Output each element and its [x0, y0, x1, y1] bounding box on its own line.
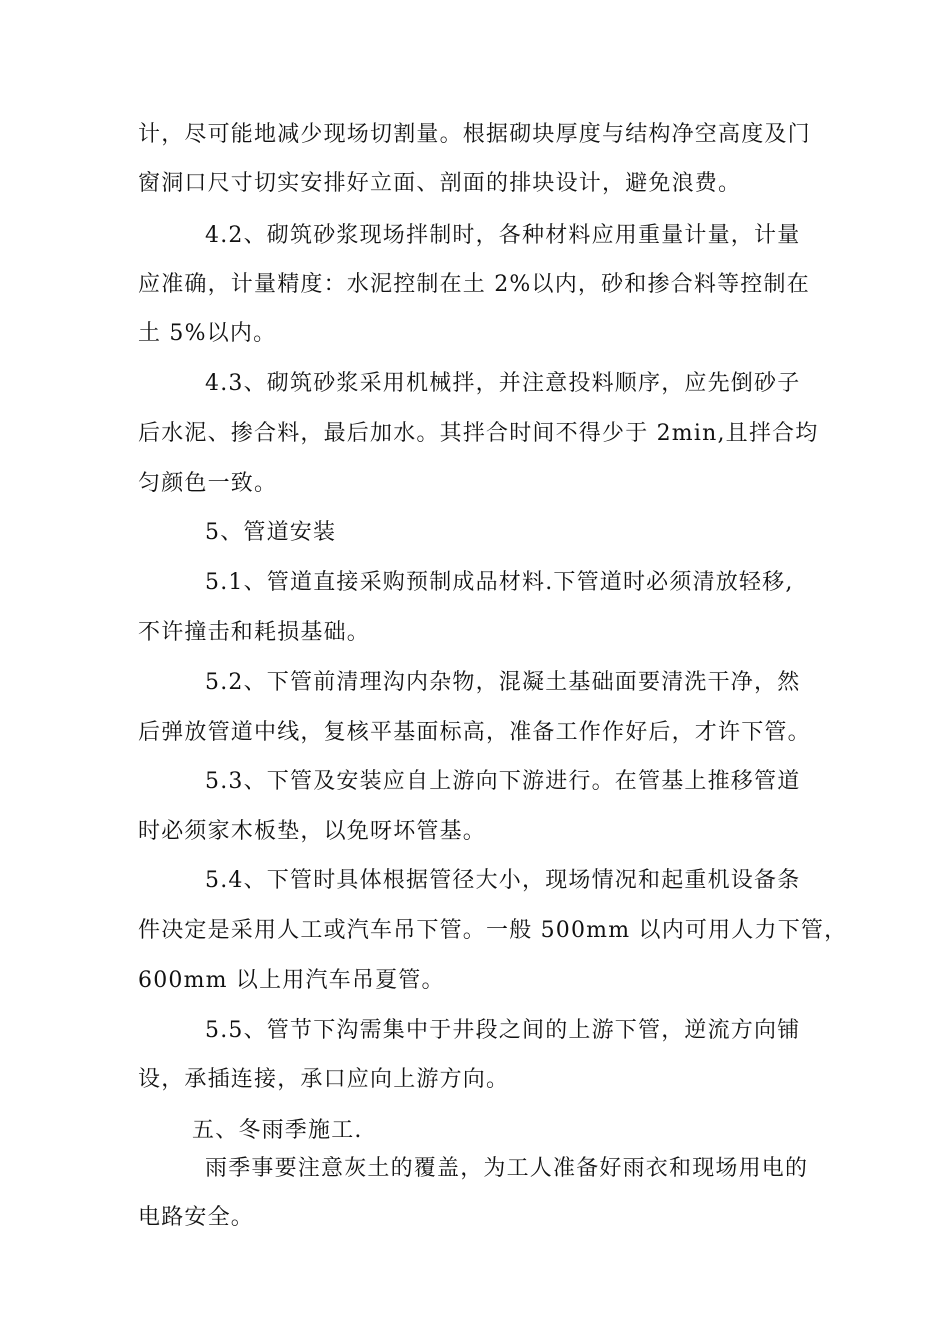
- text-line: 电路安全。: [138, 1205, 255, 1230]
- text-line: 计，尽可能地减少现场切割量。根据砌块厚度与结构净空高度及门: [138, 122, 811, 147]
- section-heading: 五、冬雨季施工.: [192, 1118, 363, 1143]
- text-line: 件决定是采用人工或汽车吊下管。一般 500mm 以内可用人力下管，: [138, 918, 848, 943]
- text-line: 5.1、管道直接采购预制成品材料.下管道时必须清放轻移,: [205, 570, 794, 595]
- text-line: 窗洞口尺寸切实安排好立面、剖面的排块设计，避免浪费。: [138, 171, 742, 196]
- text-line: 后弹放管道中线，复核平基面标高，准备工作作好后，才许下管。: [138, 720, 811, 745]
- text-line: 4.3、砌筑砂浆采用机械拌，并注意投料顺序，应先倒砂子: [205, 371, 801, 396]
- text-line: 5.3、下管及安装应自上游向下游进行。在管基上推移管道: [205, 769, 801, 794]
- text-line: 时必须家木板垫，以免呀坏管基。: [138, 819, 487, 844]
- text-line: 5.5、管节下沟需集中于井段之间的上游下管，逆流方向铺: [205, 1018, 801, 1043]
- text-line: 后水泥、掺合料，最后加水。其拌合时间不得少于 2min,且拌合均: [138, 421, 819, 446]
- text-line: 应准确，计量精度：水泥控制在土 2%以内，砂和掺合料等控制在: [138, 272, 810, 297]
- text-line: 雨季事要注意灰土的覆盖，为工人准备好雨衣和现场用电的: [205, 1156, 809, 1181]
- text-line: 匀颜色一致。: [138, 471, 278, 496]
- text-line: 4.2、砌筑砂浆现场拌制时，各种材料应用重量计量，计量: [205, 223, 801, 248]
- text-line: 设，承插连接，承口应向上游方向。: [138, 1067, 510, 1092]
- text-line: 土 5%以内。: [138, 321, 277, 346]
- section-heading: 5、管道安装: [205, 520, 337, 545]
- text-line: 5.2、下管前清理沟内杂物，混凝土基础面要清洗干净，然: [205, 670, 801, 695]
- text-line: 不许撞击和耗损基础。: [138, 620, 371, 645]
- text-line: 5.4、下管时具体根据管径大小，现场情况和起重机设备条: [205, 868, 801, 893]
- text-line: 600mm 以上用汽车吊夏管。: [138, 968, 445, 993]
